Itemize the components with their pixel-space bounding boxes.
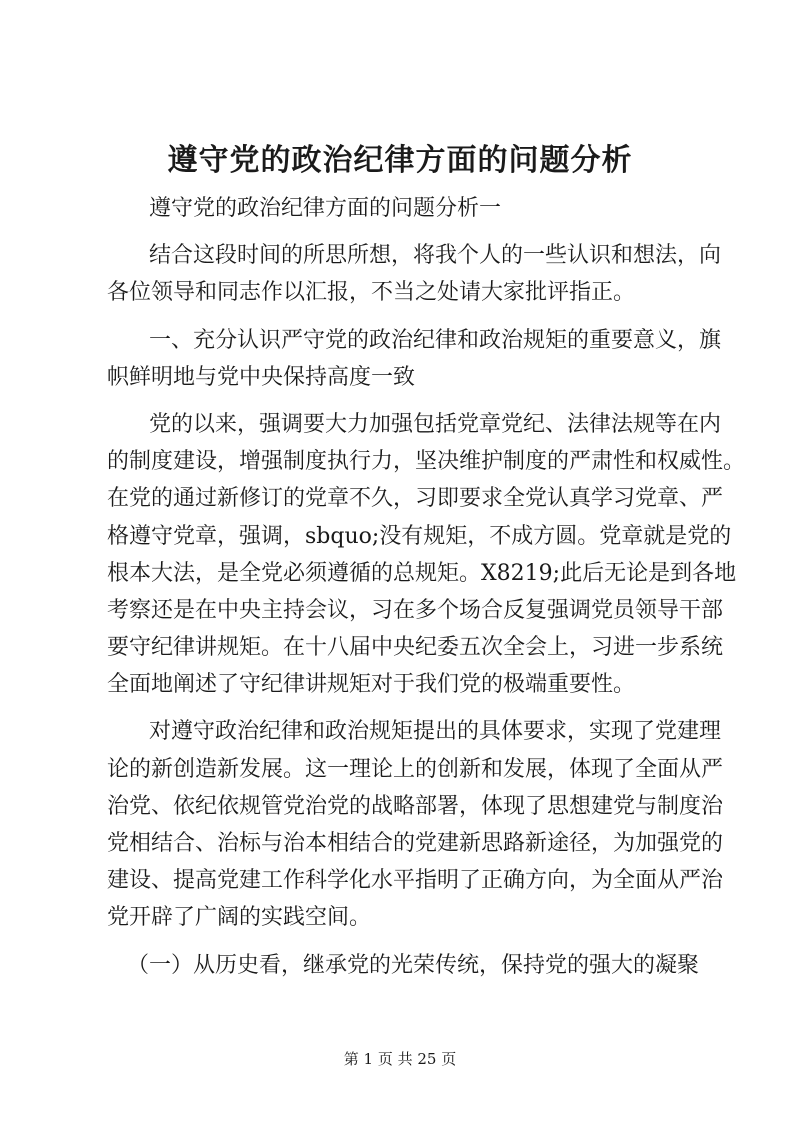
text-line: 考察还是在中央主持会议，习在多个场合反复强调党员领导干部: [107, 597, 724, 623]
text-line: 在党的通过新修订的党章不久，习即要求全党认真学习党章、严: [107, 486, 724, 512]
text-line: （一）从历史看，继承党的光荣传统，保持党的强大的凝聚: [127, 952, 700, 978]
page-number-footer: 第 1 页 共 25 页: [343, 1050, 457, 1068]
paragraph-intro: [107, 237, 722, 311]
text-line: 论的新创造新发展。这一理论上的创新和发展，体现了全面从严: [107, 756, 724, 782]
text-line: 要守纪律讲规矩。在十八届中央纪委五次全会上，习进一步系统: [107, 635, 724, 661]
text-line: 根本大法，是全党必须遵循的总规矩。X8219;此后无论是到各地: [107, 560, 737, 586]
text-line: 党的以来，强调要大力加强包括党章党纪、法律法规等在内: [149, 411, 722, 437]
text-line: 一、充分认识严守党的政治纪律和政治规矩的重要意义，旗: [149, 327, 722, 353]
text-line: 建设、提高党建工作科学化水平指明了正确方向，为全面从严治: [107, 868, 724, 894]
text-line: 各位领导和同志作以汇报，不当之处请大家批评指正。: [107, 280, 636, 306]
text-line: 格遵守党章，强调，sbquo;没有规矩，不成方圆。党章就是党的: [107, 523, 732, 549]
text-line: 全面地阐述了守纪律讲规矩对于我们党的极端重要性。: [107, 672, 636, 698]
text-line: 的制度建设，增强制度执行力，坚决维护制度的严肃性和权威性。: [107, 449, 746, 475]
text-line: 党开辟了广阔的实践空间。: [107, 905, 372, 931]
text-line: 结合这段时间的所思所想，将我个人的一些认识和想法，向: [149, 243, 722, 269]
paragraph-body: [107, 406, 746, 704]
document-title: 遵守党的政治纪律方面的问题分析: [167, 143, 633, 178]
paragraph-subtitle: [107, 190, 704, 227]
text-line: 帜鲜明地与党中央保持高度一致: [107, 364, 416, 390]
document-body: [107, 190, 746, 984]
text-line: 治党、依纪依规管党治党的战略部署，体现了思想建党与制度治: [107, 793, 724, 819]
paragraph-subsection-heading: [107, 947, 704, 984]
text-line: 党相结合、治标与治本相结合的党建新思路新途径，为加强党的: [107, 831, 724, 856]
paragraph-body: [107, 713, 724, 936]
paragraph-section-heading: [107, 322, 722, 396]
text-line: 对遵守政治纪律和政治规矩提出的具体要求，实现了党建理: [149, 719, 722, 745]
text-line: 遵守党的政治纪律方面的问题分析一: [149, 196, 502, 221]
